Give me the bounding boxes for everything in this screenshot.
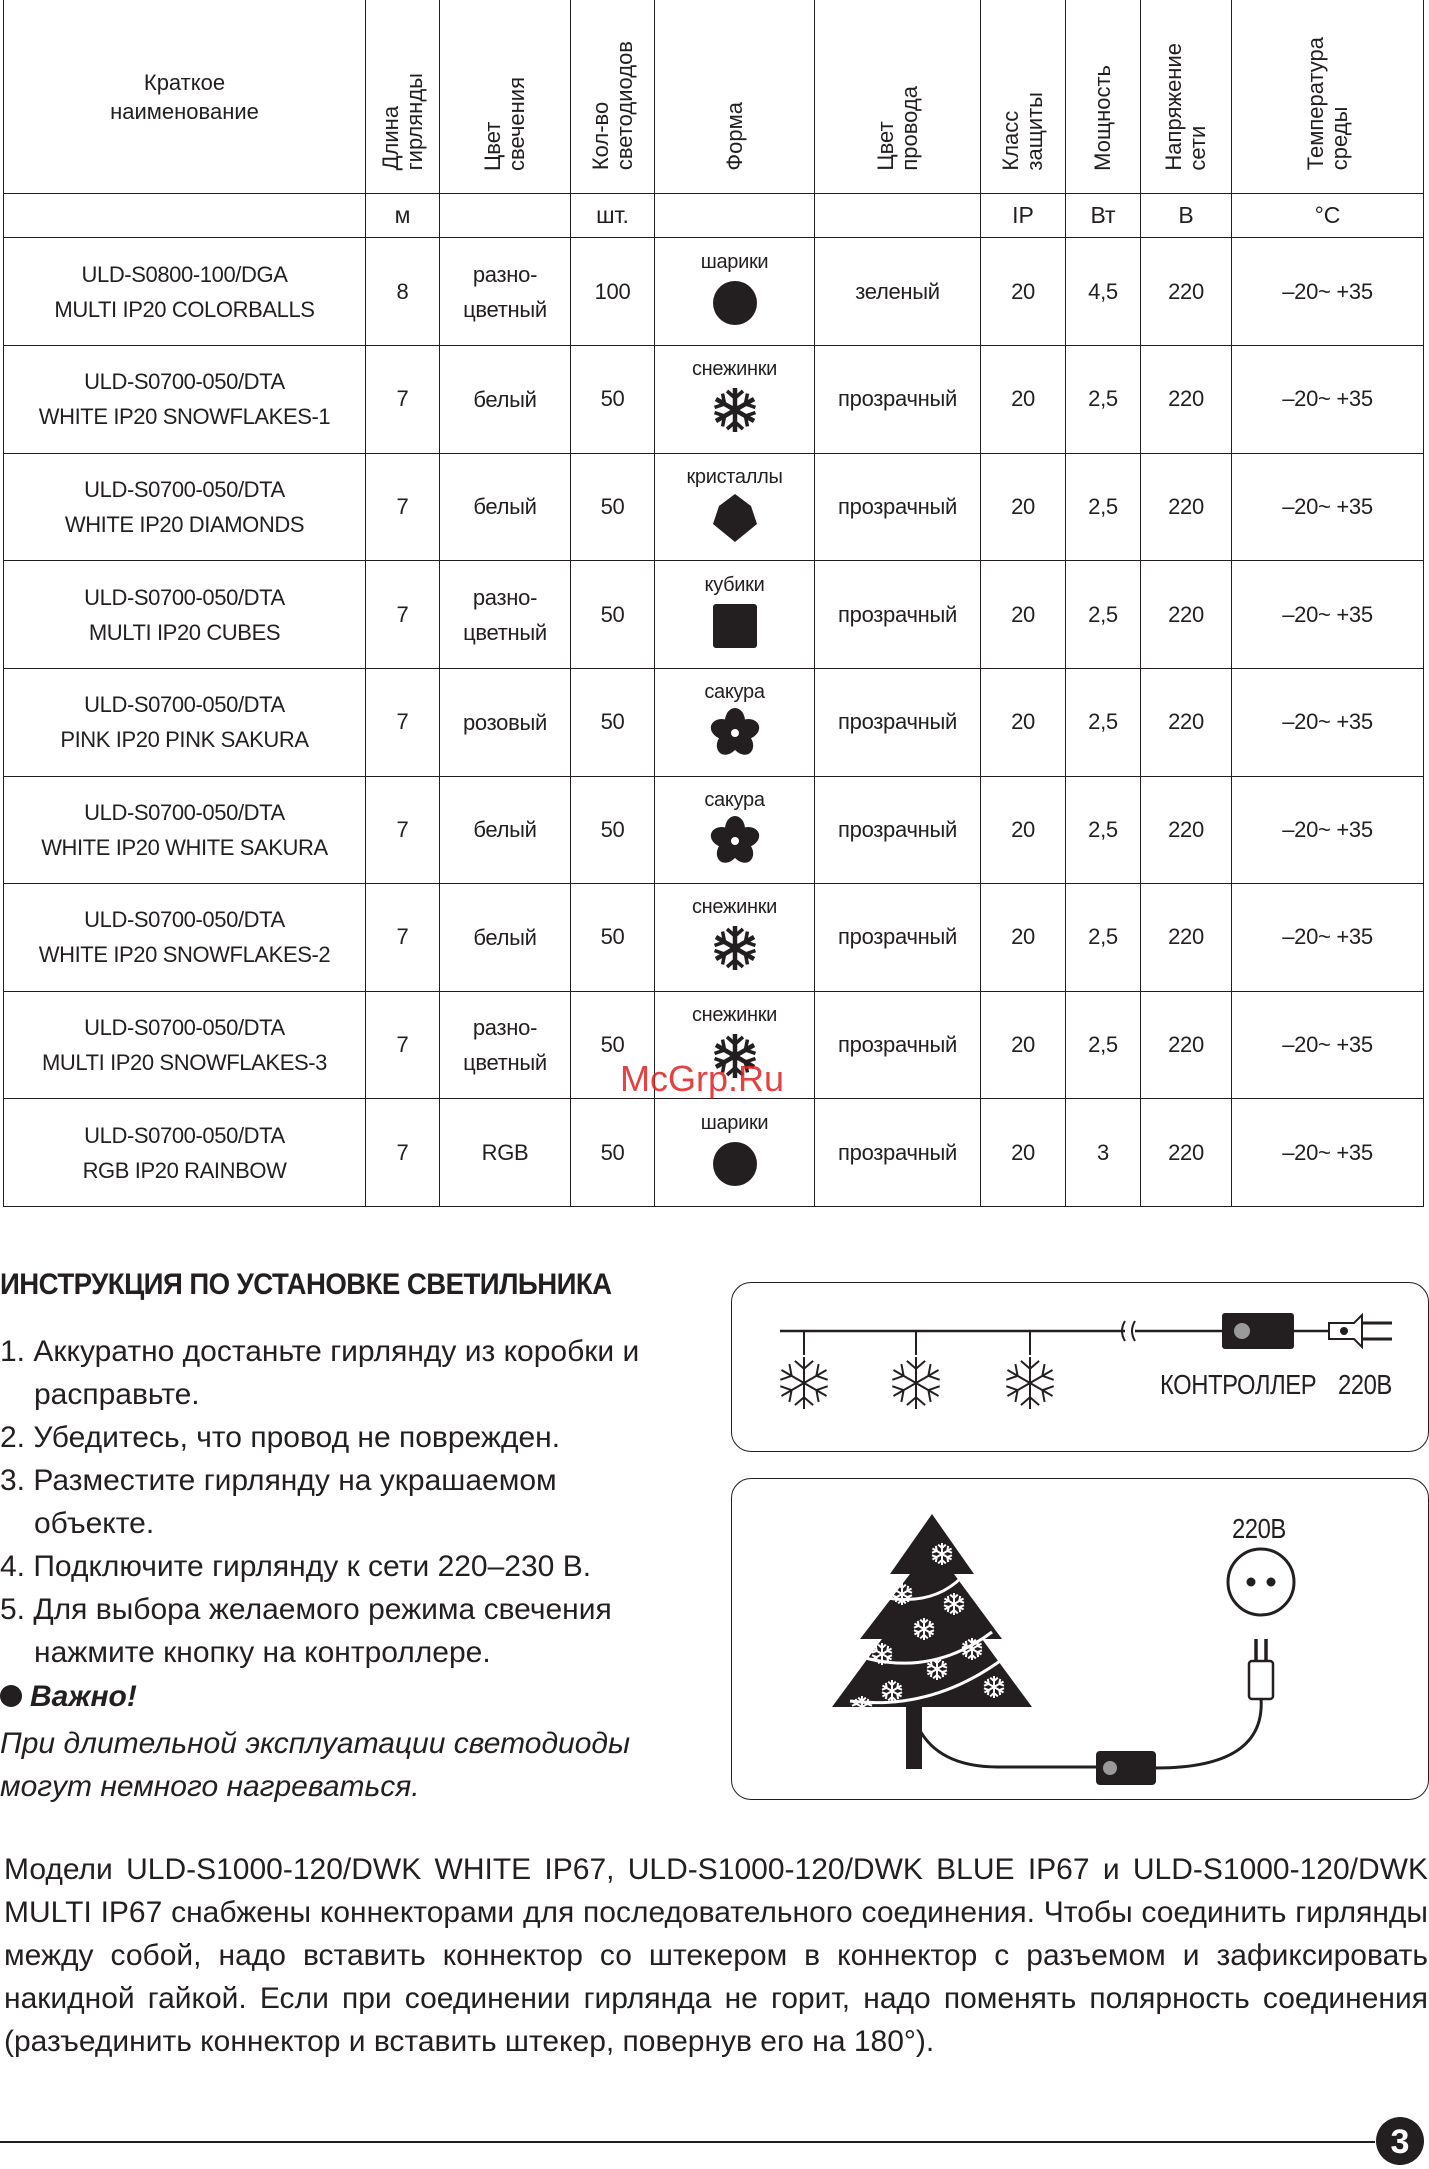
table-row <box>4 453 1424 561</box>
temperature-cell: –20~ +35 <box>1232 238 1424 346</box>
table-row <box>4 238 1424 346</box>
color-cell: RGB <box>440 1099 571 1207</box>
temperature-cell: –20~ +35 <box>1232 561 1424 669</box>
protection-cell: 20 <box>981 884 1066 992</box>
protection-cell: 20 <box>981 238 1066 346</box>
color-cell: белый <box>440 346 571 454</box>
product-variant: WHITE IP20 SNOWFLAKES-2 <box>38 942 331 968</box>
instruction-step: 5. Для выбора желаемого режима свечения нажмите кнопку на контроллере. <box>0 1593 612 1669</box>
color-cell: белый <box>440 453 571 561</box>
header-protection: Класс защиты <box>981 0 1066 194</box>
wire-cell: прозрачный <box>815 668 981 776</box>
power-cell: 3 <box>1066 1099 1141 1207</box>
table-row <box>4 561 1424 669</box>
power-cell: 2,5 <box>1066 884 1141 992</box>
table-row <box>4 346 1424 454</box>
voltage-label: 220В <box>1338 1369 1392 1400</box>
important-label: Важно! <box>30 1680 137 1713</box>
header-row <box>4 0 1424 194</box>
snowflake-icon <box>777 1357 831 1409</box>
wire-cell: прозрачный <box>815 776 981 884</box>
product-code: ULD-S0700-050/DTA <box>84 907 285 933</box>
instructions-list <box>0 1330 680 1674</box>
garland-wiring-illustration <box>732 1283 1428 1451</box>
snowflake-drops <box>777 1331 1057 1409</box>
leds-cell: 50 <box>571 884 655 992</box>
product-variant: MULTI IP20 COLORBALLS <box>54 296 315 322</box>
header-name: Краткое наименование <box>4 0 366 194</box>
product-code: ULD-S0700-050/DTA <box>84 799 285 825</box>
snowflake-icon <box>655 385 814 440</box>
length-cell: 8 <box>366 238 440 346</box>
power-cell: 2,5 <box>1066 561 1141 669</box>
wire-cell: прозрачный <box>815 1099 981 1207</box>
table-row <box>4 668 1424 776</box>
wire-cell: прозрачный <box>815 453 981 561</box>
header-shape: Форма <box>655 0 815 194</box>
instruction-step: 4. Подключите гирлянду к сети 220–230 В. <box>0 1550 592 1583</box>
shape-cell <box>655 238 815 346</box>
bullet-icon <box>0 1685 22 1707</box>
unit-leds: шт. <box>571 194 655 238</box>
product-name-cell <box>4 561 366 669</box>
temperature-cell: –20~ +35 <box>1232 346 1424 454</box>
shape-cell <box>655 776 815 884</box>
shape-label: сакура <box>704 788 765 811</box>
header-power: Мощность <box>1066 0 1141 194</box>
product-code: ULD-S0700-050/DTA <box>84 369 285 395</box>
socket-voltage-label: 220В <box>1232 1513 1286 1544</box>
product-name-cell <box>4 346 366 454</box>
instruction-step: 3. Разместите гирлянду на украшаемом объекте. <box>0 1464 557 1540</box>
length-cell: 7 <box>366 884 440 992</box>
snowflake-icon <box>655 923 814 978</box>
length-cell: 7 <box>366 453 440 561</box>
product-code: ULD-S0700-050/DTA <box>84 476 285 502</box>
important-note: При длительной эксплуатации светодиоды могут немного нагреваться. <box>0 1727 631 1803</box>
length-cell: 7 <box>366 991 440 1099</box>
shape-cell <box>655 884 815 992</box>
product-variant: PINK IP20 PINK SAKURA <box>60 727 309 753</box>
color-cell: белый <box>440 776 571 884</box>
cube-icon <box>655 601 814 656</box>
shape-label: сакура <box>704 681 765 704</box>
product-name-cell <box>4 776 366 884</box>
voltage-cell: 220 <box>1141 884 1232 992</box>
wire-cell: прозрачный <box>815 346 981 454</box>
page-number: 3 <box>1376 2117 1424 2165</box>
color-cell: розовый <box>440 668 571 776</box>
product-code: ULD-S0700-050/DTA <box>84 692 285 718</box>
protection-cell: 20 <box>981 561 1066 669</box>
shape-cell <box>655 561 815 669</box>
length-cell: 7 <box>366 561 440 669</box>
product-variant: WHITE IP20 SNOWFLAKES-1 <box>38 404 331 430</box>
unit-cell-name <box>4 194 366 238</box>
temperature-cell: –20~ +35 <box>1232 668 1424 776</box>
power-cell: 2,5 <box>1066 776 1141 884</box>
voltage-cell: 220 <box>1141 1099 1232 1207</box>
unit-cell-shape <box>655 194 815 238</box>
shape-label: кубики <box>704 573 765 596</box>
unit-temperature: °C <box>1232 194 1424 238</box>
crystal-icon <box>655 493 814 548</box>
table-row <box>4 1099 1424 1207</box>
shape-label: снежинки <box>691 358 778 381</box>
unit-voltage: В <box>1141 194 1232 238</box>
tree-connection-diagram <box>731 1478 1429 1800</box>
shape-label: кристаллы <box>686 465 783 488</box>
voltage-cell: 220 <box>1141 453 1232 561</box>
protection-cell: 20 <box>981 991 1066 1099</box>
important-heading <box>0 1680 137 1714</box>
voltage-cell: 220 <box>1141 561 1232 669</box>
product-name-cell <box>4 668 366 776</box>
protection-cell: 20 <box>981 1099 1066 1207</box>
product-variant: MULTI IP20 SNOWFLAKES-3 <box>41 1050 328 1076</box>
temperature-cell: –20~ +35 <box>1232 1099 1424 1207</box>
units-row <box>4 194 1424 238</box>
christmas-tree-illustration <box>732 1479 1428 1799</box>
voltage-cell: 220 <box>1141 776 1232 884</box>
unit-cell-wire <box>815 194 981 238</box>
protection-cell: 20 <box>981 668 1066 776</box>
shape-cell <box>655 668 815 776</box>
length-cell: 7 <box>366 1099 440 1207</box>
leds-cell: 50 <box>571 776 655 884</box>
shape-cell <box>655 1099 815 1207</box>
leds-cell: 50 <box>571 346 655 454</box>
instruction-step: 1. Аккуратно достаньте гирлянду из коробки и расправьте. <box>0 1335 640 1411</box>
wire-cell: прозрачный <box>815 991 981 1099</box>
snowflake-icon <box>889 1357 943 1409</box>
power-cell: 2,5 <box>1066 346 1141 454</box>
header-temperature: Температура среды <box>1232 0 1424 194</box>
sakura-icon <box>655 816 814 871</box>
length-cell: 7 <box>366 346 440 454</box>
product-name-cell <box>4 238 366 346</box>
spec-table <box>3 0 1424 1207</box>
table-row <box>4 884 1424 992</box>
voltage-cell: 220 <box>1141 238 1232 346</box>
shape-cell <box>655 346 815 454</box>
ball-icon <box>655 1139 814 1194</box>
temperature-cell: –20~ +35 <box>1232 776 1424 884</box>
product-name-cell <box>4 1099 366 1207</box>
product-name-cell <box>4 991 366 1099</box>
leds-cell: 100 <box>571 238 655 346</box>
length-cell: 7 <box>366 668 440 776</box>
header-voltage: Напряжение сети <box>1141 0 1232 194</box>
shape-label: снежинки <box>691 1004 778 1027</box>
product-code: ULD-S0700-050/DTA <box>84 1015 285 1041</box>
unit-protection: IP <box>981 194 1066 238</box>
protection-cell: 20 <box>981 453 1066 561</box>
watermark: McGrp.Ru <box>620 1058 785 1099</box>
power-cell: 4,5 <box>1066 238 1141 346</box>
temperature-cell: –20~ +35 <box>1232 884 1424 992</box>
header-leds: Кол-во светодиодов <box>571 0 655 194</box>
footer-divider <box>0 2141 1375 2143</box>
temperature-cell: –20~ +35 <box>1232 453 1424 561</box>
garland-wiring-diagram <box>731 1282 1429 1452</box>
instruction-step: 2. Убедитесь, что провод не поврежден. <box>0 1421 561 1454</box>
table-row <box>4 776 1424 884</box>
color-cell: белый <box>440 884 571 992</box>
instructions-title: ИНСТРУКЦИЯ ПО УСТАНОВКЕ СВЕТИЛЬНИКА <box>0 1268 612 1301</box>
controller-label: КОНТРОЛЛЕР <box>1160 1369 1317 1400</box>
wire-cell: зеленый <box>815 238 981 346</box>
connection-paragraph: Модели ULD-S1000-120/DWK WHITE IP67, ULD-S1000-120/DWK BLUE IP67 и ULD-S1000-120/DWK MULTI IP67 снабжены коннекторами для последовательного соединения. Чтобы соединить гирлянды между собой, надо вставить коннектор со штекером в коннектор с разъемом и зафиксировать накидной гайкой. Если при соединении гирлянда не горит, надо поменять полярность соединения (разъединить коннектор и вставить штекер, повернув его на 180°). <box>4 1853 1428 2058</box>
wire-cell: прозрачный <box>815 561 981 669</box>
header-color: Цвет свечения <box>440 0 571 194</box>
shape-label: шарики <box>700 250 769 273</box>
power-cell: 2,5 <box>1066 668 1141 776</box>
product-name-cell <box>4 453 366 561</box>
snowflake-icon <box>1003 1357 1057 1409</box>
voltage-cell: 220 <box>1141 668 1232 776</box>
voltage-cell: 220 <box>1141 346 1232 454</box>
color-cell: разно- цветный <box>440 561 571 669</box>
protection-cell: 20 <box>981 776 1066 884</box>
leds-cell: 50 <box>571 991 655 1099</box>
length-cell: 7 <box>366 776 440 884</box>
socket-icon <box>1228 1549 1294 1615</box>
product-variant: WHITE IP20 DIAMONDS <box>64 511 305 537</box>
color-cell: разно- цветный <box>440 991 571 1099</box>
leds-cell: 50 <box>571 453 655 561</box>
shape-label: шарики <box>700 1111 769 1134</box>
product-variant: MULTI IP20 CUBES <box>88 619 281 645</box>
product-code: ULD-S0800-100/DGA <box>81 261 288 287</box>
product-variant: WHITE IP20 WHITE SAKURA <box>41 834 328 860</box>
ball-icon <box>655 278 814 333</box>
shape-cell <box>655 453 815 561</box>
leds-cell: 50 <box>571 1099 655 1207</box>
color-cell: разно- цветный <box>440 238 571 346</box>
unit-power: Вт <box>1066 194 1141 238</box>
leds-cell: 50 <box>571 668 655 776</box>
header-length: Длина гирлянды <box>366 0 440 194</box>
voltage-cell: 220 <box>1141 991 1232 1099</box>
product-code: ULD-S0700-050/DTA <box>84 1122 285 1148</box>
power-cell: 2,5 <box>1066 991 1141 1099</box>
sakura-icon <box>655 708 814 763</box>
power-cell: 2,5 <box>1066 453 1141 561</box>
shape-label: снежинки <box>691 896 778 919</box>
temperature-cell: –20~ +35 <box>1232 991 1424 1099</box>
protection-cell: 20 <box>981 346 1066 454</box>
product-name-cell <box>4 884 366 992</box>
unit-length: м <box>366 194 440 238</box>
header-wire: Цвет провода <box>815 0 981 194</box>
product-variant: RGB IP20 RAINBOW <box>82 1157 287 1183</box>
leds-cell: 50 <box>571 561 655 669</box>
product-code: ULD-S0700-050/DTA <box>84 584 285 610</box>
unit-cell-color <box>440 194 571 238</box>
wire-cell: прозрачный <box>815 884 981 992</box>
